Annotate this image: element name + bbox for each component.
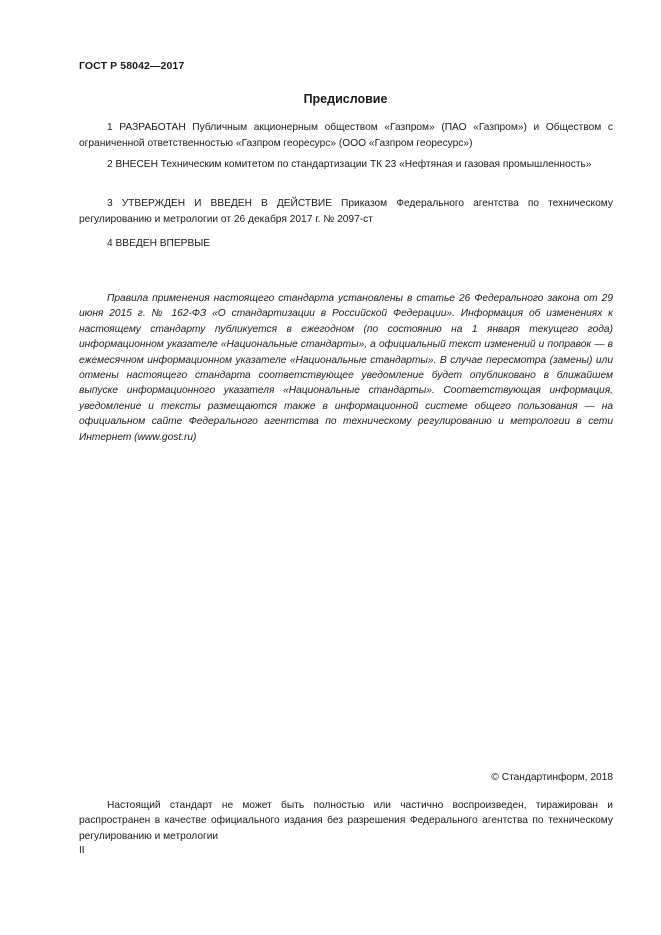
- standard-id: ГОСТ Р 58042—2017: [79, 60, 185, 72]
- page-number: II: [79, 845, 85, 856]
- preface-item-2: 2 ВНЕСЕН Техническим комитетом по стандартизации ТК 23 «Нефтяная и газовая промышленность»: [107, 159, 592, 170]
- page-title: Предисловие: [303, 92, 388, 106]
- preface-item-1: 1 РАЗРАБОТАН Публичным акционерным обществом «Газпром» (ПАО «Газпром») и Обществом с ограниченной ответственностью «Газпром георесурс» (ООО «Газпром георесурс»): [79, 122, 613, 149]
- preface-item-4: 4 ВВЕДЕН ВПЕРВЫЕ: [107, 238, 211, 249]
- rules-note: Правила применения настоящего стандарта установлены в статье 26 Федерального закона от 29 июня 2015 г. № 162-ФЗ «О стандартизации в Российской Федерации». Информация об изменениях к настоящему стандарту публикуется в ежегодном (по состоянию на 1 января текущего года) информационном указателе «Национальные стандарты», а официальный текст изменений и поправок — в ежемесячном информационном указателе «Национальные стандарты». В случае пересмотра (замены) или отмены настоящего стандарта соответствующее уведомление будет опубликовано в ближайшем выпуске информационного указателя «Национальные стандарты». Соответствующая информация, уведомление и тексты размещаются также в информационной системе общего пользования — на официальном сайте Федерального агентства по техническому регулированию и метрологии в сети Интернет (www.gost.ru): [79, 293, 613, 443]
- preface-item-3: 3 УТВЕРЖДЕН И ВВЕДЕН В ДЕЙСТВИЕ Приказом Федерального агентства по техническому регулированию и метрологии от 26 декабря 2017 г. № 2097-ст: [79, 198, 613, 225]
- copyright: © Стандартинформ, 2018: [491, 772, 613, 783]
- reproduction-notice: Настоящий стандарт не может быть полностью или частично воспроизведен, тиражирован и распространен в качестве официального издания без разрешения Федерального агентства по техническому регулированию и метрологии: [79, 800, 613, 842]
